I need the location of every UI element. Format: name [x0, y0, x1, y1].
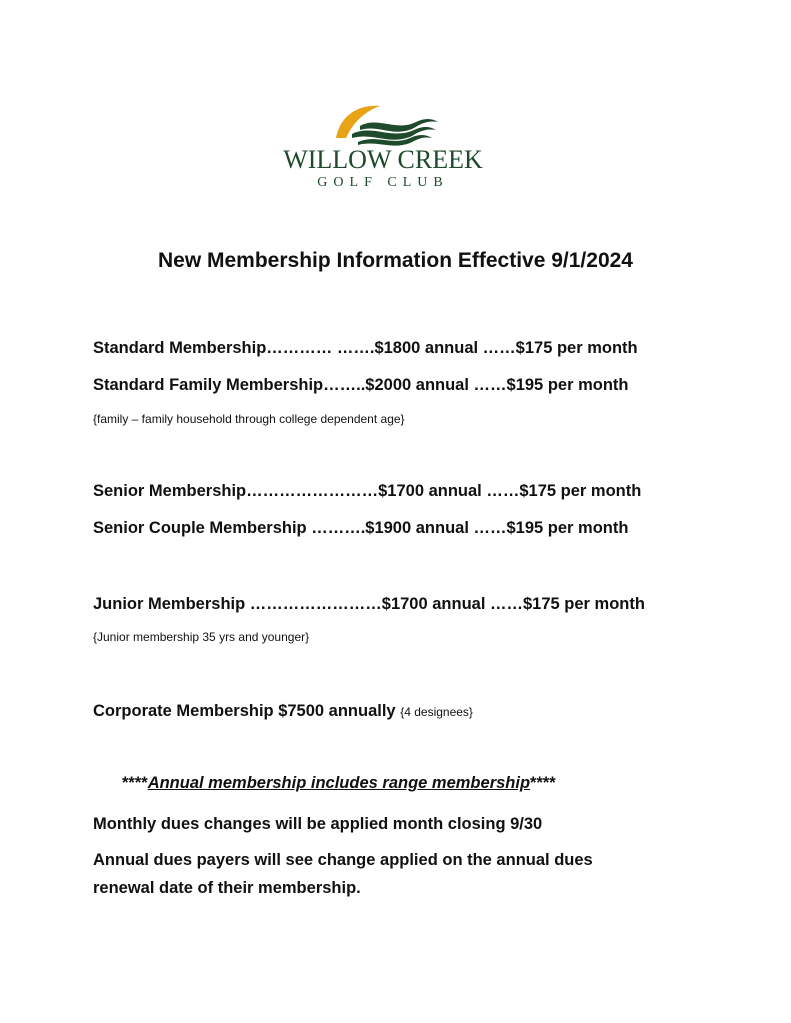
- junior-membership-line: Junior Membership ……………………$1700 annual ……$175 per month: [93, 595, 645, 613]
- family-note: {family – family household through college dependent age}: [93, 412, 405, 426]
- corporate-membership-line: [93, 702, 473, 721]
- senior-membership-line: Senior Membership……………………$1700 annual ……$175 per month: [93, 482, 642, 500]
- range-prefix: ****: [122, 774, 148, 792]
- range-membership-notice: [122, 774, 556, 793]
- standard-membership-line: Standard Membership………… …….$1800 annual ……$175 per month: [93, 339, 638, 357]
- annual-dues-notice-line1: Annual dues payers will see change applied on the annual dues: [93, 851, 593, 869]
- range-text: Annual membership includes range membership: [147, 774, 531, 792]
- monthly-dues-notice: Monthly dues changes will be applied month closing 9/30: [93, 815, 543, 833]
- junior-note: {Junior membership 35 yrs and younger}: [93, 630, 310, 644]
- standard-family-membership-line: Standard Family Membership……..$2000 annual ……$195 per month: [93, 376, 629, 394]
- corporate-note: {4 designees}: [400, 705, 473, 719]
- club-logo: [276, 98, 490, 194]
- range-suffix: ****: [530, 774, 556, 792]
- sun-waves-logo-icon: [330, 98, 440, 146]
- logo-club-subtitle: GOLF CLUB: [317, 175, 449, 190]
- annual-dues-notice-line2: renewal date of their membership.: [93, 879, 361, 897]
- logo-club-name: WILLOW CREEK: [283, 145, 483, 174]
- page-title: New Membership Information Effective 9/1/2024: [158, 249, 633, 272]
- senior-couple-membership-line: Senior Couple Membership ……….$1900 annual ……$195 per month: [93, 519, 629, 537]
- corporate-membership-text: Corporate Membership $7500 annually: [93, 702, 396, 720]
